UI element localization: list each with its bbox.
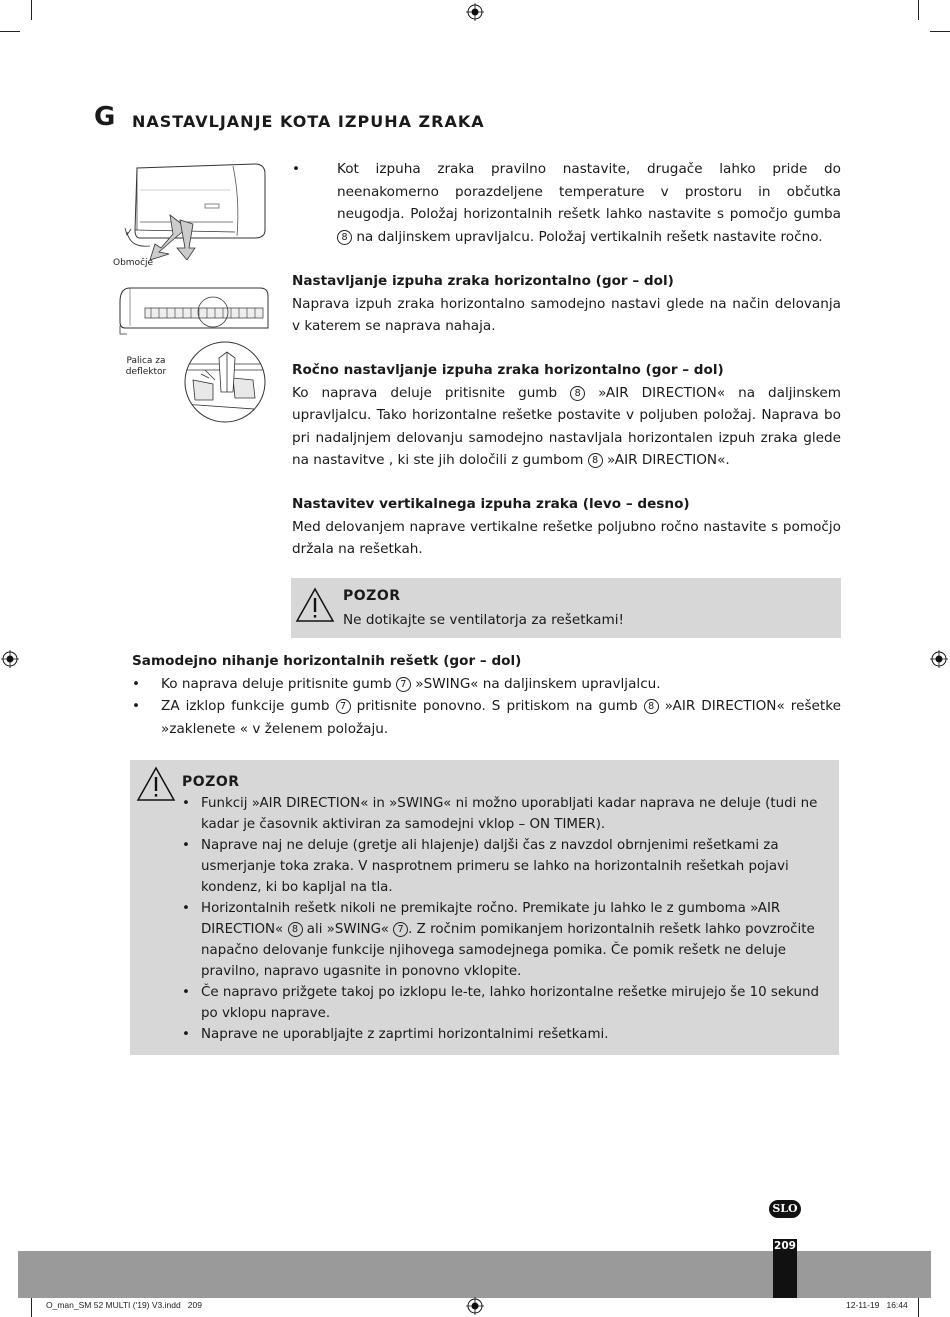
horizontal-auto-text: Naprava izpuh zraka horizontalno samodejno nastavi glede na način delovanja v katerem se naprava nahaja.	[292, 295, 841, 334]
section-letter: G	[94, 102, 116, 132]
figure-caption-lever: Palica za deflektor	[125, 356, 167, 377]
swing-section	[132, 650, 841, 740]
warning-triangle-icon	[295, 587, 335, 623]
horizontal-auto-section	[292, 270, 841, 338]
horizontal-auto-heading: Nastavljanje izpuha zraka horizontalno (gor – dol)	[292, 273, 674, 289]
button-number-badge: 7	[396, 677, 411, 692]
button-number-badge: 7	[336, 699, 351, 714]
vertical-section	[292, 493, 841, 561]
text-part: . Z ročnim pomikanjem horizontalnih rešetk lahko povzročite napačno delovanje funkcije njihovega samodejnega pomika. Če pomik rešetk ne deluje pravilno, napravo ugasnite in ponovno vklopite.	[201, 922, 815, 979]
warning-list-item: • Naprave ne uporabljajte z zaprtimi horizontalnimi rešetkami.	[182, 1024, 822, 1045]
warning-box	[291, 578, 841, 638]
horizontal-manual-heading: Ročno nastavljanje izpuha zraka horizontalno (gor – dol)	[292, 362, 724, 378]
crop-mark	[0, 31, 20, 32]
text-part: Ko naprava deluje pritisnite gumb	[161, 675, 396, 692]
button-number-badge: 7	[393, 922, 408, 937]
date-slug: 12-11-19 16:44	[846, 1300, 908, 1310]
page-number: 209	[774, 1240, 796, 1252]
text-part: ZA izklop funkcije gumb	[161, 698, 336, 714]
warning-list-item: • Naprave naj ne deluje (gretje ali hlajenje) daljši čas z navzdol obrnjenimi rešetkami za usmerjanje toka zraka. V nasprotnem primeru se lahko na horizontalnih rešetkah pojavi kondenz, ki bo kapljal na tla.	[182, 835, 822, 898]
horizontal-manual-section	[292, 359, 841, 472]
registration-mark-icon	[466, 1297, 484, 1315]
registration-mark-icon	[1, 650, 19, 668]
warning-list-item	[182, 898, 822, 982]
text-part: Ko naprava deluje pritisnite gumb	[292, 384, 571, 401]
text-part: Horizontalnih rešetk nikoli ne premikajte ročno. Premikate ju lahko le z gumboma »AIR DIRECTION«	[201, 901, 781, 937]
intro-paragraph	[292, 158, 841, 248]
file-slug: O_man_SM 52 MULTI ('19) V3.indd 209	[46, 1300, 202, 1310]
vertical-text: Med delovanjem naprave vertikalne rešetke poljubno ročno nastavite s pomočjo držala na rešetkah.	[292, 518, 841, 557]
swing-heading: Samodejno nihanje horizontalnih rešetk (gor – dol)	[132, 653, 522, 669]
crop-mark	[930, 31, 950, 32]
warning-box	[130, 760, 839, 1055]
crop-mark	[918, 0, 919, 20]
swing-bullet	[132, 673, 841, 696]
intro-bullet	[292, 158, 841, 248]
warning-text: Ne dotikajte se ventilatorja za rešetkami!	[343, 612, 624, 628]
warning-title: POZOR	[182, 774, 240, 790]
crop-mark	[31, 1298, 32, 1317]
registration-mark-icon	[930, 650, 948, 668]
figure-caption-area: Območje	[113, 258, 154, 268]
button-number-badge: 8	[337, 230, 352, 245]
button-number-badge: 8	[570, 386, 585, 401]
air-conditioner-airflow-illustration	[115, 160, 270, 260]
air-conditioner-louver-illustration	[115, 282, 270, 342]
text-part: ali »SWING«	[302, 922, 394, 937]
language-badge: SLO	[769, 1200, 801, 1218]
registration-mark-icon	[466, 3, 484, 21]
deflector-lever-detail-illustration	[183, 340, 268, 425]
intro-text-after: na daljinskem upravljalcu. Položaj vertikalnih rešetk nastavite ročno.	[352, 228, 823, 245]
text-part: »SWING« na daljinskem upravljalcu.	[410, 675, 661, 692]
warning-list-item: • Funkcij »AIR DIRECTION« in »SWING« ni možno uporabljati kadar naprava ne deluje (tudi ne kadar je časovnik aktiviran za samodejni vklop – ON TIMER).	[182, 793, 822, 835]
button-number-badge: 8	[288, 922, 303, 937]
crop-mark	[31, 0, 32, 20]
text-part: »AIR DIRECTION«.	[602, 452, 730, 468]
text-part: »AIR DIRECTION« na daljinskem upravljalcu. Tako horizontalne rešetke postavite v poljuben položaj. Naprava bo pri nadaljnjem delovanju samodejno nastavljala horizontalen izpuh zraka glede na nastavitve , ki ste jih določili z gumbom	[292, 384, 841, 468]
warning-title: POZOR	[343, 588, 401, 604]
crop-mark	[918, 1298, 919, 1317]
warning-triangle-icon	[136, 766, 176, 802]
vertical-heading: Nastavitev vertikalnega izpuha zraka (levo – desno)	[292, 496, 690, 512]
swing-bullet	[132, 695, 841, 740]
text-part: pritisnite ponovno. S pritiskom na gumb	[350, 698, 644, 714]
text-part: »AIR DIRECTION« rešetke »zaklenete « v želenem položaju.	[161, 698, 841, 737]
intro-text-before: Kot izpuha zraka pravilno nastavite, drugače lahko pride do neenakomerno porazdeljene temperature v prostoru in občutka neugodja. Položaj horizontalnih rešetk lahko nastavite s pomočjo gumba	[337, 161, 841, 222]
horizontal-manual-text	[292, 382, 841, 472]
button-number-badge: 8	[644, 699, 659, 714]
warning-list	[182, 793, 822, 1045]
warning-list-item: • Če napravo prižgete takoj po izklopu le-te, lahko horizontalne rešetke mirujejo še 10 sekund po vklopu naprave.	[182, 982, 822, 1024]
button-number-badge: 8	[588, 453, 603, 468]
section-title: NASTAVLJANJE KOTA IZPUHA ZRAKA	[132, 112, 485, 131]
